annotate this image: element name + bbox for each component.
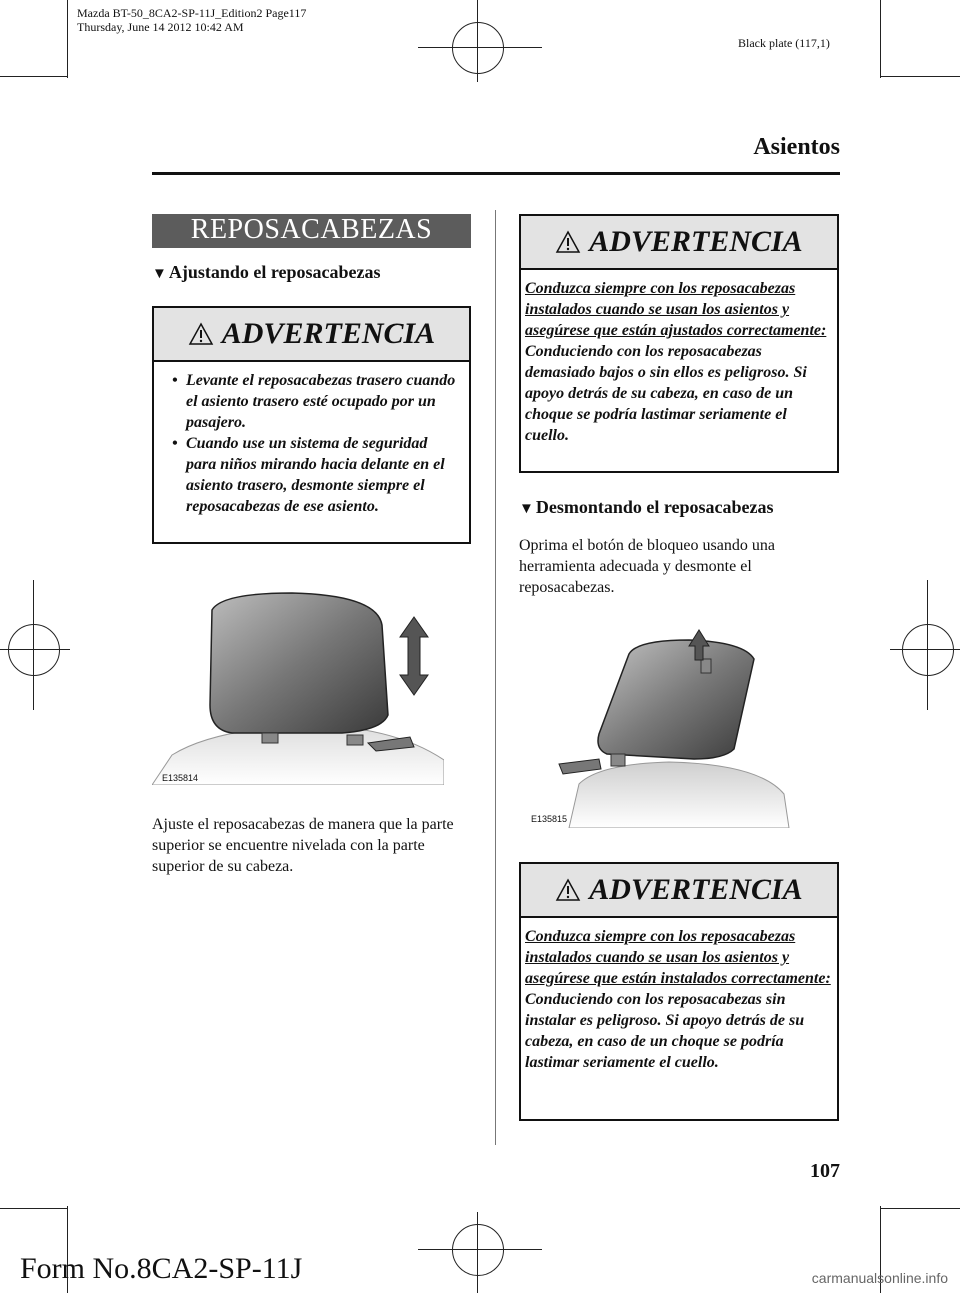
section-banner: REPOSACABEZAS	[152, 214, 471, 248]
column-divider	[495, 210, 496, 1145]
warning-body	[521, 270, 837, 456]
section-title: Asientos	[753, 134, 840, 160]
warning-bullet: • Cuando use un sistema de seguridad para niños mirando hacia delante en el asiento trasero, desmonte siempre el reposacabezas de ese asiento.	[172, 433, 459, 517]
figure-code: E135815	[531, 814, 568, 824]
warning-bullet: • Levante el reposacabezas trasero cuando el asiento trasero esté ocupado por un pasajero.	[172, 370, 459, 433]
form-number: Form No.8CA2-SP-11J	[20, 1252, 303, 1285]
print-meta-line1: Mazda BT-50_8CA2-SP-11J_Edition2 Page117	[77, 6, 307, 20]
warning-lead: Conduzca siempre con los reposacabezas instalados cuando se usan los asientos y asegúrese que están ajustados correctamente:	[525, 280, 827, 339]
figure-code: E135814	[162, 773, 199, 783]
subheading-remove-text: Desmontando el reposacabezas	[535, 497, 774, 517]
remove-paragraph: Oprima el botón de bloqueo usando una herramienta adecuada y desmonte el reposacabezas.	[519, 537, 775, 596]
warning-header	[521, 216, 837, 270]
figure-headrest-adjust	[152, 585, 444, 785]
adjust-paragraph: Ajuste el reposacabezas de manera que la parte superior se encuentre nivelada con la parte superior de su cabeza.	[152, 816, 454, 875]
subheading-remove	[519, 497, 774, 518]
warning-body	[521, 918, 837, 1083]
triangle-marker-icon: ▼	[519, 501, 534, 517]
warning-text: Conduciendo con los reposacabezas demasiado bajos o sin ellos es peligroso. Si apoyo detrás de su cabeza, en caso de un choque se podría lastimar seriamente el cuello.	[525, 343, 807, 444]
page-number: 107	[810, 1160, 840, 1182]
warning-triangle-icon	[555, 230, 581, 254]
warning-title: ADVERTENCIA	[589, 225, 803, 258]
print-meta	[77, 6, 306, 34]
subheading-adjust-text: Ajustando el reposacabezas	[168, 262, 381, 282]
header-rule	[152, 172, 840, 175]
warning-title: ADVERTENCIA	[221, 317, 436, 350]
warning-title: ADVERTENCIA	[589, 873, 803, 906]
warning-header	[154, 308, 469, 362]
warning-header	[521, 864, 837, 918]
watermark: carmanualsonline.info	[811, 1270, 948, 1286]
warning-body	[154, 362, 469, 527]
subheading-adjust	[152, 262, 381, 283]
warning-triangle-icon	[188, 322, 214, 346]
warning-bullet-text: Cuando use un sistema de seguridad para niños mirando hacia delante en el asiento trasero, desmonte siempre el reposacabezas de ese asiento.	[186, 435, 445, 515]
warning-box-right-1	[519, 214, 839, 473]
plate-label: Black plate (117,1)	[738, 36, 830, 50]
headrest-removal-illustration-icon	[519, 624, 791, 828]
figure-headrest-remove	[519, 624, 791, 828]
warning-bullet-text: Levante el reposacabezas trasero cuando el asiento trasero esté ocupado por un pasajero.	[186, 372, 456, 431]
triangle-marker-icon: ▼	[152, 266, 167, 282]
warning-box-left	[152, 306, 471, 544]
headrest-illustration-icon	[152, 585, 444, 785]
print-meta-line2: Thursday, June 14 2012 10:42 AM	[77, 20, 244, 34]
warning-triangle-icon	[555, 878, 581, 902]
warning-box-right-2	[519, 862, 839, 1121]
warning-lead: Conduzca siempre con los reposacabezas instalados cuando se usan los asientos y asegúrese que están instalados correctamente:	[525, 928, 831, 987]
warning-text: Conduciendo con los reposacabezas sin instalar es peligroso. Si apoyo detrás de su cabeza, en caso de un choque se podría lastimar seriamente el cuello.	[525, 991, 805, 1071]
